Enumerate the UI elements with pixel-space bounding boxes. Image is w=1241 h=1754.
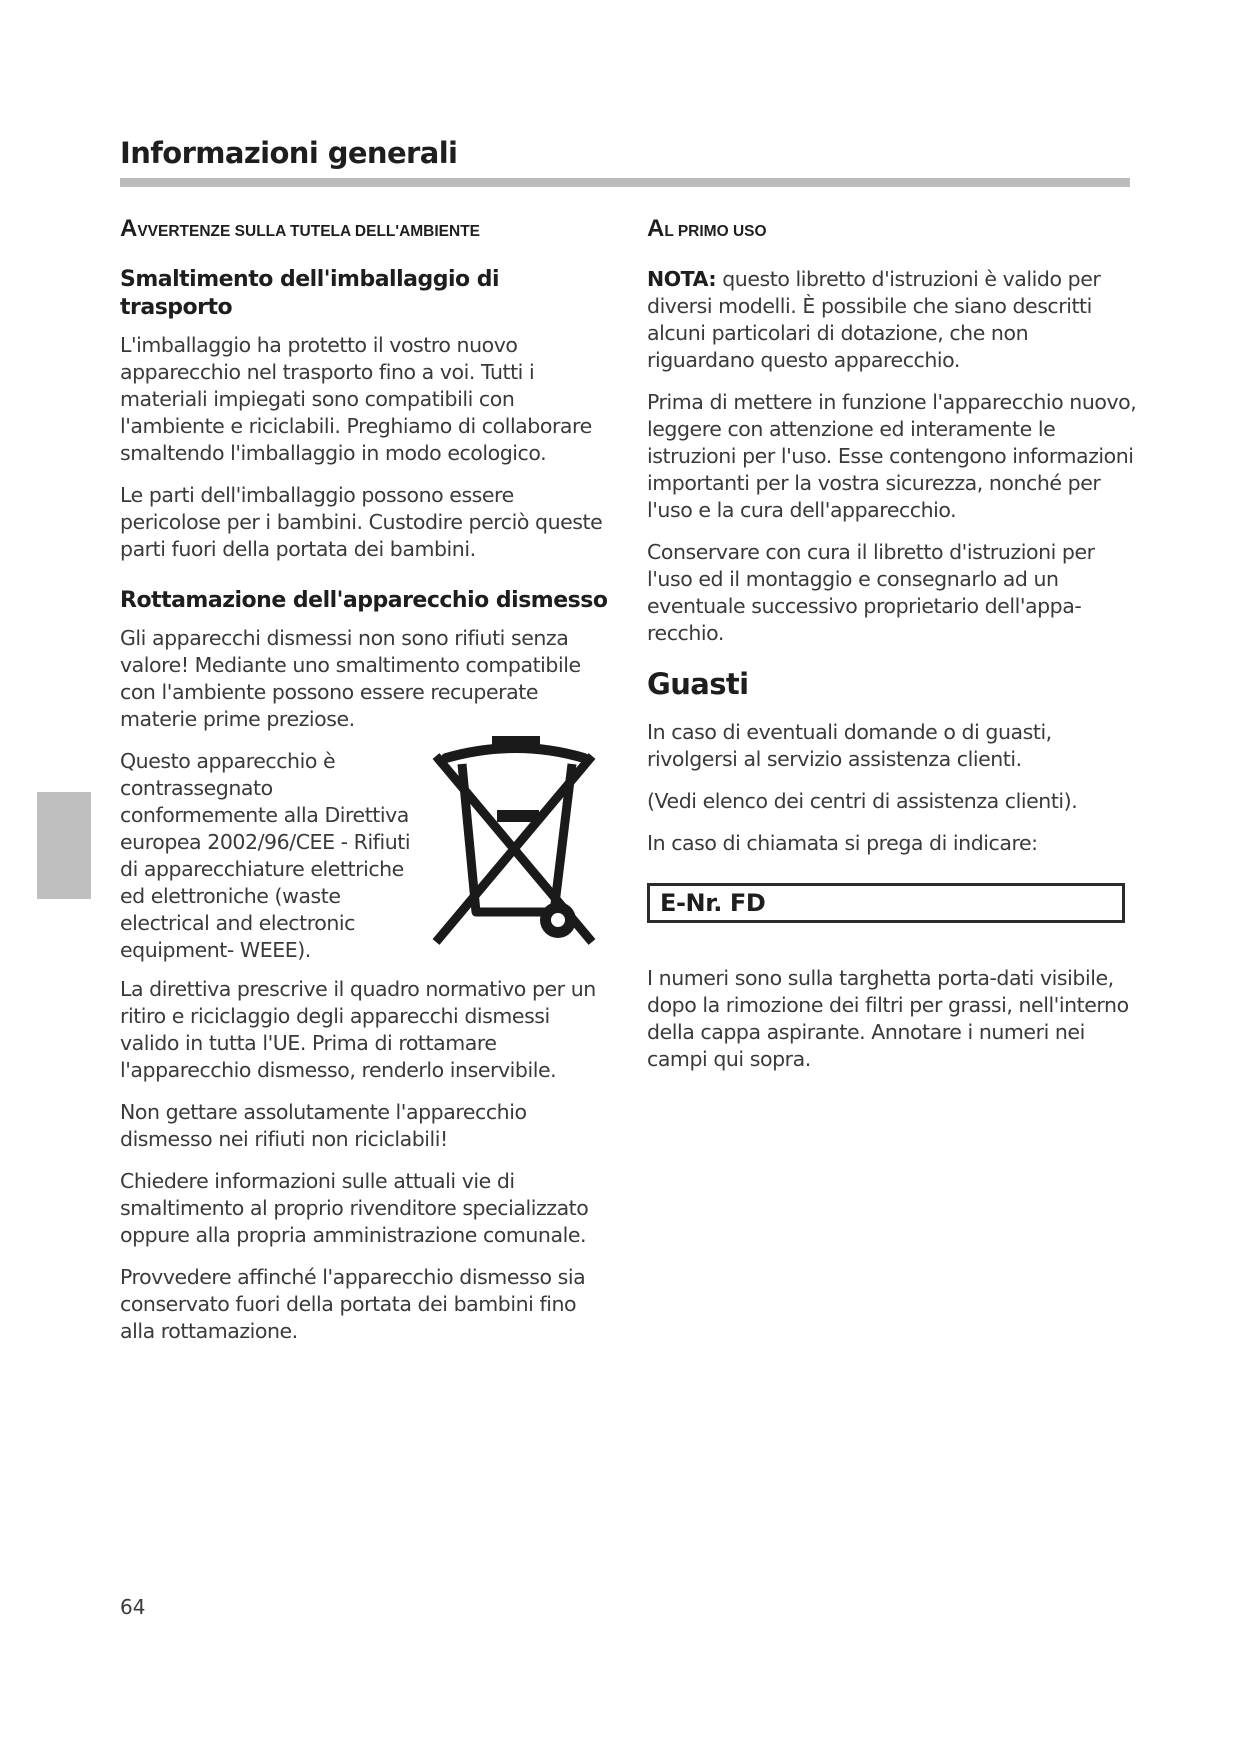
section-heading-environment: AVVERTENZE SULLA TUTELA DELL'AMBIENTE — [120, 215, 481, 242]
title-rule — [120, 178, 1130, 187]
paragraph-weee: Questo apparecchio è contrassegnato conformemente alla Direttiva europea 2002/96/CEE - Rifiuti di apparecchiature elettriche ed elettroniche (waste electrical and electronic equipment- WEEE). — [120, 749, 411, 962]
chapter-tab — [37, 792, 91, 899]
nota-label: NOTA: — [647, 267, 717, 291]
page-title: Informazioni generali — [120, 136, 458, 170]
section-heading-first-use: AL PRIMO USO — [647, 215, 767, 242]
paragraph-no-waste: Non gettare assolutamente l'apparecchio dismesso nei rifiuti non riciclabili! — [120, 1100, 527, 1151]
enr-fd-field: E-Nr. FD — [647, 883, 1125, 923]
paragraph-disposal-value: Gli apparecchi dismessi non sono rifiuti senza valore! Mediante uno smaltimento compatibile con l'ambiente possono essere recuperate materie prime preziose. — [120, 626, 581, 731]
paragraph-rating-plate: I numeri sono sulla targhetta porta-dati visibile, dopo la rimozione dei filtri per grassi, nell'interno della cappa aspirante. Annotare i numeri nei campi qui sopra. — [647, 966, 1129, 1071]
paragraph-packaging: L'imballaggio ha protetto il vostro nuovo apparecchio nel trasporto fino a voi. Tutti i materiali impiegati sono compatibili con l'ambiente e riciclabili. Preghiamo di collaborare smaltendo l'imballaggio in modo ecologico. — [120, 333, 592, 465]
paragraph-service-list: (Vedi elenco dei centri di assistenza clienti). — [647, 789, 1078, 813]
page-number: 64 — [120, 1595, 146, 1619]
paragraph-children: Provvedere affinché l'apparecchio dismesso sia conservato fuori della portata dei bambini fino alla rottamazione. — [120, 1265, 586, 1343]
paragraph-service: In caso di eventuali domande o di guasti, rivolgersi al servizio assistenza clienti. — [647, 720, 1052, 771]
paragraph-nota — [647, 266, 1137, 374]
nota-text: questo libretto d'istruzioni è valido per diversi modelli. È possibile che siano descritti alcuni particolari di dotazione, che non riguardano questo apparecchio. — [647, 267, 1101, 372]
paragraph-packaging-danger: Le parti dell'imballaggio possono essere pericolose per i bambini. Custodire perciò queste parti fuori della portata dei bambini. — [120, 483, 603, 561]
weee-block — [120, 748, 610, 962]
subheading-disposal: Rottamazione dell'apparecchio dismesso — [120, 588, 608, 613]
paragraph-read-instructions: Prima di mettere in funzione l'apparecchio nuovo, leggere con attenzione ed interamente le istruzioni per l'uso. Esse contengono informazioni importanti per la vostra sicurezza, nonché per l'uso e la cura dell'apparecchio. — [647, 390, 1137, 522]
paragraph-directive: La direttiva prescrive il quadro normativo per un ritiro e riciclaggio degli apparecchi dismessi valido in tutta l'UE. Prima di rottamare l'apparecchio dismesso, renderlo inservibile. — [120, 977, 596, 1082]
left-column — [120, 216, 610, 1360]
subheading-packaging: Smaltimento dell'imballaggio di trasporto — [120, 267, 500, 320]
right-column — [647, 216, 1137, 1088]
paragraph-info: Chiedere informazioni sulle attuali vie di smaltimento al proprio rivenditore specializzato oppure alla propria amministrazione comunale. — [120, 1169, 589, 1247]
crossed-out-wheelie-bin-icon — [432, 736, 597, 954]
heading-guasti: Guasti — [647, 667, 749, 701]
paragraph-keep-booklet: Conservare con cura il libretto d'istruzioni per l'uso ed il montaggio e consegnarlo ad un eventuale successivo proprietario dell'appa-recchio. — [647, 540, 1095, 645]
paragraph-call-indicate: In caso di chiamata si prega di indicare: — [647, 831, 1038, 855]
